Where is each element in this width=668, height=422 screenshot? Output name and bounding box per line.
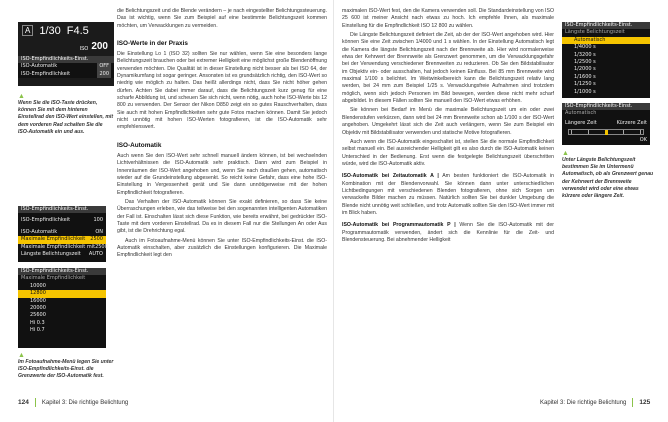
menu-header: ISO-Empfindlichkeits-Einst.	[562, 103, 650, 110]
left-footer	[18, 398, 128, 407]
iso-value: 200	[91, 41, 108, 52]
chapter-label: Kapitel 3: Die richtige Belichtung	[41, 399, 129, 406]
menu-header: ISO-Empfindlichkeits-Einst.	[562, 22, 650, 29]
slider-labels: Längere Zeit Kürzere Zeit	[565, 119, 647, 126]
option-row[interactable]: 1/1250 s	[574, 81, 596, 88]
menu-row-iso-auto[interactable]: ISO-Automatik OFF	[21, 63, 109, 70]
right-text-column	[342, 8, 554, 246]
paragraph: Die Längste Belichtungszeit definiert die Zeit, ab der der ISO-Wert angehoben wird. Hier können Sie eine Zeit zwischen 1/4000 und 1 s wählen. In der Einstellung Automatisch legt die Kamera die längste Belichtungszeit nach der Brennweite ab. Hier wird normalerweise etwa der Kehrwert der Brennweite als Grenzwert genommen, um die Verwacklungsgefahr bei der Verwendung verschiedener Brennweiten zu reduzieren. Ob Sie den Bildstabilisator im Objektiv ein- oder ausschalten, hat jedoch keinen Einfluss. Bei 85 mm Brennweite wird maximal 1/100 s belichtet. Im Weitwinkelbereich kann die Belichtungszeit relativ lang werden, bei 24 mm zum Beispiel 1/25 s. Verwacklungsfreie Aufnahmen sind trotzdem möglich, wenn sich jedoch Personen im Bild bewegen, werden diese nicht mehr scharf abgebildet. In diesem Fällen sollten Sie manuell den ISO-Wert etwas erhöhen.	[342, 32, 554, 105]
ok-row[interactable]: OK	[639, 137, 647, 144]
paragraph	[342, 173, 554, 217]
paragraph: Das Verhalten der ISO-Automatik können Sie exakt definieren, so dass Sie keine Überraschungen erleben, wie das teilweise bei den sogenannten intelligenten Automatiken der Fall ist. Einschalten lässt sich diese Funktion, wie bereits erwähnt, bei gedrückter ISO-Taste mit dem vorderen Einstellrad. Da es in diesem Fall nur die Stellungen An oder Aus gibt, ist die Drehrichtung egal.	[117, 198, 327, 235]
iso-label: ISO	[79, 46, 89, 52]
option-row[interactable]: 20000	[30, 304, 46, 311]
chapter-label: Kapitel 3: Die richtige Belichtung	[540, 399, 627, 406]
option-row[interactable]: 1/2000 s	[574, 66, 596, 73]
section-heading: ISO-Automatik	[117, 141, 162, 149]
menu-row[interactable]: Maximale Empfindlichkeit mit 2500	[21, 243, 108, 250]
caption-marker-icon: ▲	[18, 352, 25, 359]
option-row[interactable]: 25600	[30, 312, 46, 319]
menu-title: Längste Belichtungszeit	[565, 29, 625, 36]
caption-longest-shutter: ▲ Unter Längste Belichtungszeit bestimmen Sie im Untermenü Automatisch, ob als Grenzwert genau der Kehrwert der Brennweite verwendet wird oder eine etwas kürzere oder längere Zeit.	[562, 150, 658, 200]
footer-divider	[632, 398, 633, 407]
bias-slider[interactable]	[568, 129, 644, 135]
option-row[interactable]: Hi 0.7	[30, 327, 45, 334]
camera-menu-iso-settings	[18, 206, 106, 262]
menu-row-selected[interactable]: Maximale Empfindlichkeit 2500	[18, 236, 106, 243]
inline-heading: ISO-Automatik bei Zeitautomatik A |	[342, 173, 439, 180]
caption-marker-icon: ▲	[18, 93, 25, 100]
paragraph: Auch wenn die ISO-Automatik eingeschaltet ist, stellen Sie die normale Empfindlichkeit selbst manuell ein. Bei ausreichender Helligkeit gilt es also durch die ISO-Automatik keinen Unterschied in der Bedienung. Erst wenn die festgelegte Belichtungszeit überschritten würde, wird die ISO-Automatik aktiv.	[342, 138, 554, 167]
camera-menu-longest-shutter	[562, 22, 650, 98]
aperture-value: F4.5	[66, 24, 89, 37]
option-row[interactable]: 1/1000 s	[574, 88, 596, 95]
camera-menu-max-sensitivity	[18, 268, 106, 348]
caption-iso-button: ▲ Wenn Sie die ISO-Taste drücken, können Sie mit dem hinteren Einstellrad den ISO-Wert einstellen, mit dem vorderen Rad schalten Sie die ISO-Automatik ein und aus.	[18, 93, 114, 135]
shutter-value: 1/30	[39, 24, 61, 37]
mode-indicator: A	[22, 25, 33, 36]
paragraph: Die Einstellung Lo 1 (ISO 32) sollten Sie nur wählen, wenn Sie eine besonders lange Belichtungszeit brauchen oder bei extremer Helligkeit eine möglichst große Blendenöffnung verwenden möchten. Die Qualität ist in dieser Einstellung nicht besser als bei ISO 64, der Dynamikumfang ist sogar geringer. Ansonsten ist es grundsätzlich richtig, den ISO-Wert so niedrig wie möglich zu halten. Das heißt allerdings nicht, dass Sie nicht höher gehen dürfen. Achten Sie dabei immer darauf, dass die Belichtungszeit kurz genug für eine scharfe Abbildung ist, und scheuen Sie sich nicht, wenn nötig, auch hohe ISO-Werte bis 12 800 zu verwenden. Der Sensor der Nikon D850 zeigt ein so gutes Rauschverhalten, dass Sie auch mit hohen Empfindlichkeiten sehr gute Fotos machen können. Damit Sie jedoch nicht unnötig mit hohen ISO-Werten fotografieren, ist die ISO-Automatik sehr empfehlenswert.	[117, 51, 327, 131]
menu-title: Automatisch	[565, 110, 597, 117]
inline-heading: ISO-Automatik bei Programmautomatik P |	[342, 222, 456, 229]
right-footer	[540, 398, 650, 407]
option-row[interactable]: 1/3200 s	[574, 51, 596, 58]
option-row[interactable]: 16000	[30, 297, 46, 304]
menu-header: ISO-Empfindlichkeits-Einst.	[18, 268, 106, 275]
paragraph: die Belichtungszeit und die Blende verändern – je nach eingestellter Belichtungssteuerung. Das ist wichtig, wenn Sie zum Beispiel auf eine bestimmte Belichtungszeit kommen möchten, um Verwacklungen zu vermeiden.	[117, 8, 327, 29]
paragraph-text: Am besten funktioniert die ISO-Automatik in Kombination mit der Blendenvorwahl. Sie können dann unter unterschiedlichen Lichtbedingungen mit verschiedenen Blenden fotografieren, ohne sich Sorgen um verwackelte Bilder machen zu müssen. Natürlich sollten Sie bei dunkler Umgebung die Blende nicht unnötig weit schließen, und trotz Automatik sollten Sie den ISO-Wert immer mit im Blick haben.	[342, 173, 555, 216]
camera-info-display	[18, 22, 114, 86]
paragraph: Auch im Fotoaufnahme-Menü können Sie unter ISO-Empfindlichkeits-Einst. die ISO-Automatik einschalten, aber zusätzlich die Einstellungen konfigurieren. Die Maximale Empfindlichkeit legt den	[117, 237, 327, 259]
paragraph: Sie können bei Bedarf im Menü die maximale Belichtungszeit um ein oder zwei Blendenstufen verkürzen, dann wird bei 24 mm Brennweite schon ab 1/100 s der ISO-Wert angehoben. Umgekehrt lässt sich die Zeit auch verlängern, wenn Sie zum Beispiel ein Objektiv mit Bildstabilisator verwenden und statische Motive fotografieren.	[342, 107, 554, 136]
caption-iso-menu: ▲ Im Fotoaufnahme-Menü legen Sie unter ISO-Empfindlichkeits-Einst. die Grenzwerte der ISO-Automatik fest.	[18, 352, 114, 380]
paragraph: Auch wenn Sie den ISO-Wert sehr schnell manuell ändern können, ist bei wechselnden Lichtverhältnissen die ISO-Automatik sehr praktisch. Dann wird zum Beispiel in Innenräumen der ISO-Wert angehoben und, wenn Sie nach draußen gehen, automatisch wieder auf die Grundeinstellung abgesenkt. So reicht keine Gefahr, dass eine hohe ISO-Einstellung in Vergessenheit gerät und Sie dann unnötigerweise mit der hohen Empfindlichkeit fotografieren.	[117, 152, 327, 196]
right-page	[334, 0, 668, 422]
menu-row-iso-sensitivity[interactable]: ISO-Empfindlichkeit 200	[21, 70, 109, 77]
option-row[interactable]: Hi 0.3	[30, 319, 45, 326]
section-heading: ISO-Werte in der Praxis	[117, 40, 188, 48]
paragraph: maximalen ISO-Wert fest, den die Kamera verwenden soll. Die Standardeinstellung von ISO 25 600 ist meiner Ansicht nach etwas zu hoch. Ich empfehle Ihnen, als maximale Einstellung für die Empfindlichkeit ISO 12 800 zu wählen.	[342, 8, 554, 29]
footer-divider	[35, 398, 36, 407]
option-row[interactable]: 1/4000 s	[574, 44, 596, 51]
camera-menu-auto-shutter-bias	[562, 103, 650, 145]
menu-header: ISO-Empfindlichkeits-Einst.	[18, 206, 106, 213]
left-text-column	[117, 8, 327, 262]
option-row-selected[interactable]: Automatisch	[562, 37, 650, 44]
menu-row[interactable]: Längste Belichtungszeit AUTO	[21, 250, 103, 257]
page-number: 124	[18, 399, 29, 406]
option-row[interactable]: 1/2500 s	[574, 58, 596, 65]
menu-row[interactable]: ISO-Automatik ON	[21, 228, 103, 235]
paragraph-text: Wenn Sie die ISO-Automatik mit der Programmautomatik verwenden, ändert sich die Kennlinie für die Zeit- und Blendensteuerung. Bei abnehmender Helligkeit	[342, 222, 554, 243]
option-row-selected[interactable]: 12800	[18, 290, 106, 297]
page-number: 125	[639, 399, 651, 406]
paragraph	[342, 222, 554, 244]
caption-marker-icon: ▲	[562, 150, 569, 157]
menu-title: Maximale Empfindlichkeit	[21, 275, 86, 282]
option-row[interactable]: 10000	[30, 282, 46, 289]
menu-header: ISO-Empfindlichkeits-Einst.	[18, 56, 114, 63]
menu-row[interactable]: ISO-Empfindlichkeit 100	[21, 217, 103, 224]
option-row[interactable]: 1/1600 s	[574, 73, 596, 80]
